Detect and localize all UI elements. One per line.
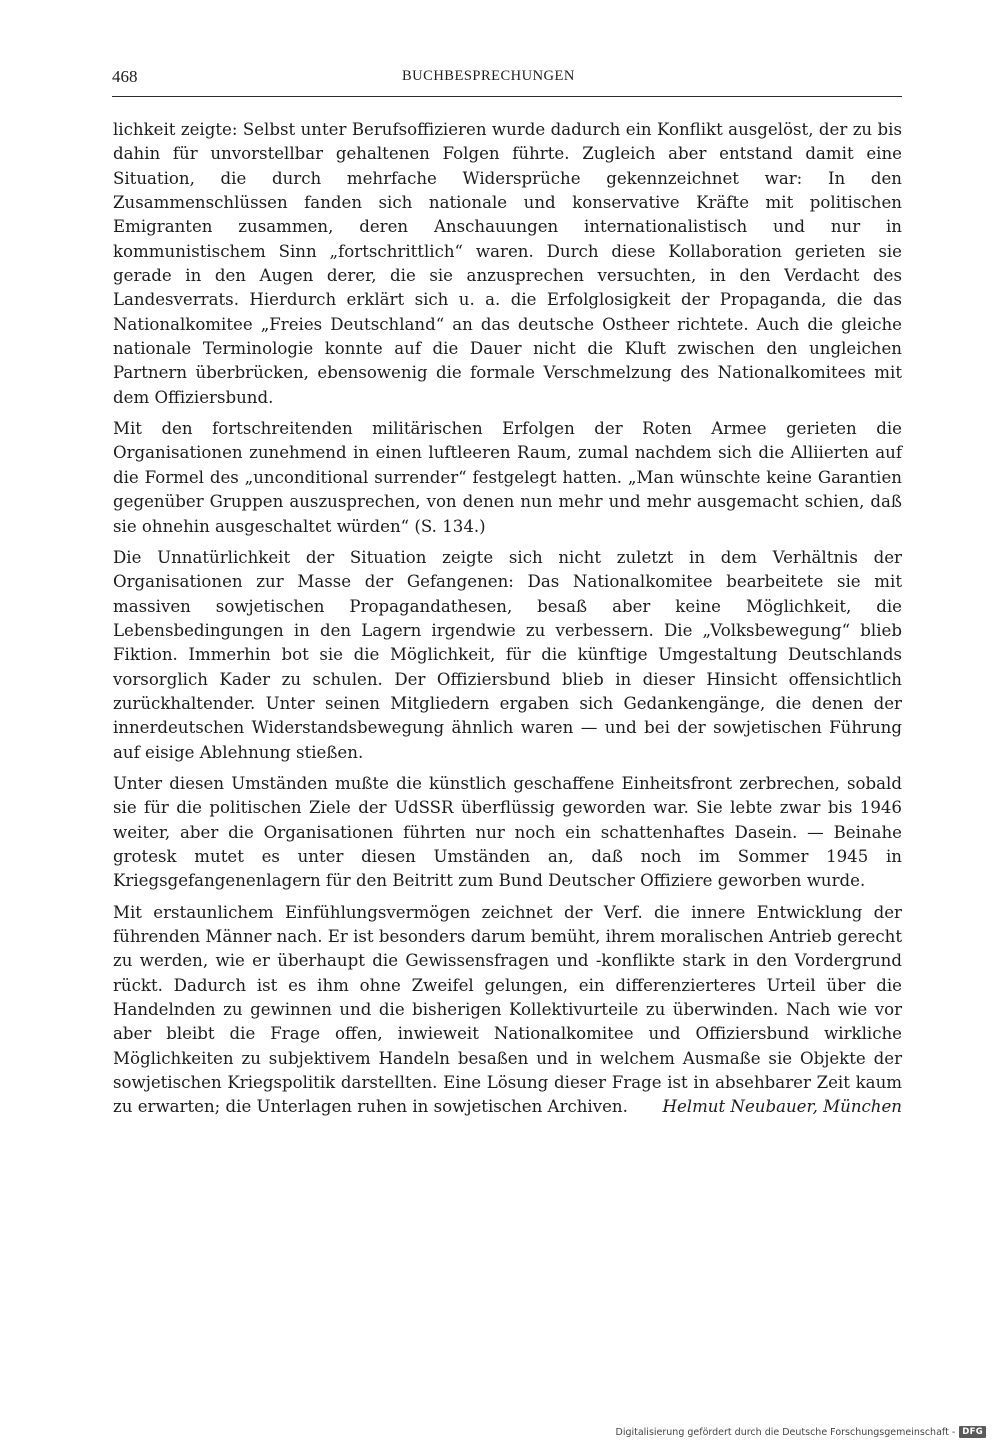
dfg-logo: DFG — [959, 1426, 986, 1438]
paragraph-5-text: Mit erstaunlichem Einfühlungsvermögen zeichnet der Verf. die innere Entwicklung der führenden Männer nach. Er ist besonders darum bemüht, ihrem moralischen Antrieb gerecht zu werden, wie er überhaupt die Gewissensfragen und -konflikte stark in den Vordergrund rückt. Dadurch ist es ihm ohne Zweifel gelungen, ein differenzierteres Urteil über die Handelnden zu gewinnen und die bisherigen Kollektivurteile zu überwinden. Nach wie vor aber bleibt die Frage offen, inwieweit Nationalkomitee und Offiziersbund wirkliche Möglichkeiten zu subjektivem Handeln besaßen und in welchem Ausmaße sie Objekte der sowjetischen Kriegspolitik darstellten. Eine Lösung dieser Frage ist in absehbarer Zeit kaum zu erwarten; die Unterlagen ruhen in sowjetischen Archiven. — [113, 902, 902, 1117]
review-body — [113, 118, 902, 1120]
paragraph-4: Unter diesen Umständen mußte die künstlich geschaffene Einheitsfront zerbrechen, sobald sie für die politischen Ziele der UdSSR überflüssig geworden war. Sie lebte zwar bis 1946 weiter, aber die Organisationen führten nur noch ein schattenhaftes Dasein. — Beinahe grotesk mutet es unter diesen Umständen an, daß noch im Sommer 1945 in Kriegsgefangenenlagern für den Beitritt zum Bund Deutscher Offiziere geworben wurde. — [113, 773, 902, 891]
paragraph-3: Die Unnatürlichkeit der Situation zeigte sich nicht zuletzt in dem Verhältnis der Organisationen zur Masse der Gefangenen: Das Nationalkomitee bearbeitete sie mit massiven sowjetischen Propagandathesen, besaß aber keine Möglichkeit, die Lebensbedingungen in den Lagern irgendwie zu verbessern. Die „Volksbewegung“ blieb Fiktion. Immerhin bot sie die Möglichkeit, für die künftige Umgestaltung Deutschlands vorsorglich Kader zu schulen. Der Offiziersbund blieb in dieser Hinsicht offensichtlich zurückhaltender. Unter seinen Mitgliedern ergaben sich Gedankengänge, die denen der innerdeutschen Widerstandsbewegung ähnlich waren — und bei der sowjetischen Führung auf eisige Ablehnung stießen. — [113, 547, 902, 762]
reviewer-signature: Helmut Neubauer, München — [662, 1097, 902, 1117]
page-header — [112, 62, 902, 97]
page-number: 468 — [112, 67, 138, 86]
running-head: BUCHBESPRECHUNGEN — [402, 68, 575, 84]
paragraph-1: lichkeit zeigte: Selbst unter Berufsoffizieren wurde dadurch ein Konflikt ausgelöst, der zu bis dahin für unvorstellbar gehaltenen Folgen führte. Zugleich aber entstand damit eine Situation, die durch mehrfache Widersprüche gekennzeichnet war: In den Zusammenschlüssen fanden sich nationale und konservative Kräfte mit politischen Emigranten zusammen, deren Anschauungen internationalistisch und nur in kommunistischem Sinn „fortschrittlich“ waren. Durch diese Kollaboration gerieten sie gerade in den Augen derer, die sie anzusprechen versuchten, in den Verdacht des Landesverrats. Hierdurch erklärt sich u. a. die Erfolglosigkeit der Propaganda, die das Nationalkomitee „Freies Deutschland“ an das deutsche Ostheer richtete. Auch die gleiche nationale Terminologie konnte auf die Dauer nicht die Kluft zwischen den ungleichen Partnern überbrücken, ebensowenig die formale Verschmelzung des Nationalkomitees mit dem Offiziersbund. — [113, 120, 902, 407]
digitization-footer — [616, 1426, 987, 1438]
digitization-note: Digitalisierung gefördert durch die Deutsche Forschungsgemeinschaft - — [615, 1426, 956, 1438]
paragraph-5 — [113, 901, 902, 1120]
paragraph-2: Mit den fortschreitenden militärischen Erfolgen der Roten Armee gerieten die Organisationen zunehmend in einen luftleeren Raum, zumal nachdem sich die Alliierten auf die Formel des „unconditional surrender“ festgelegt hatten. „Man wünschte keine Garantien gegenüber Gruppen auszusprechen, von denen nun mehr und mehr ausgemacht schien, daß sie ohnehin ausgeschaltet würden“ (S. 134.) — [113, 419, 902, 536]
